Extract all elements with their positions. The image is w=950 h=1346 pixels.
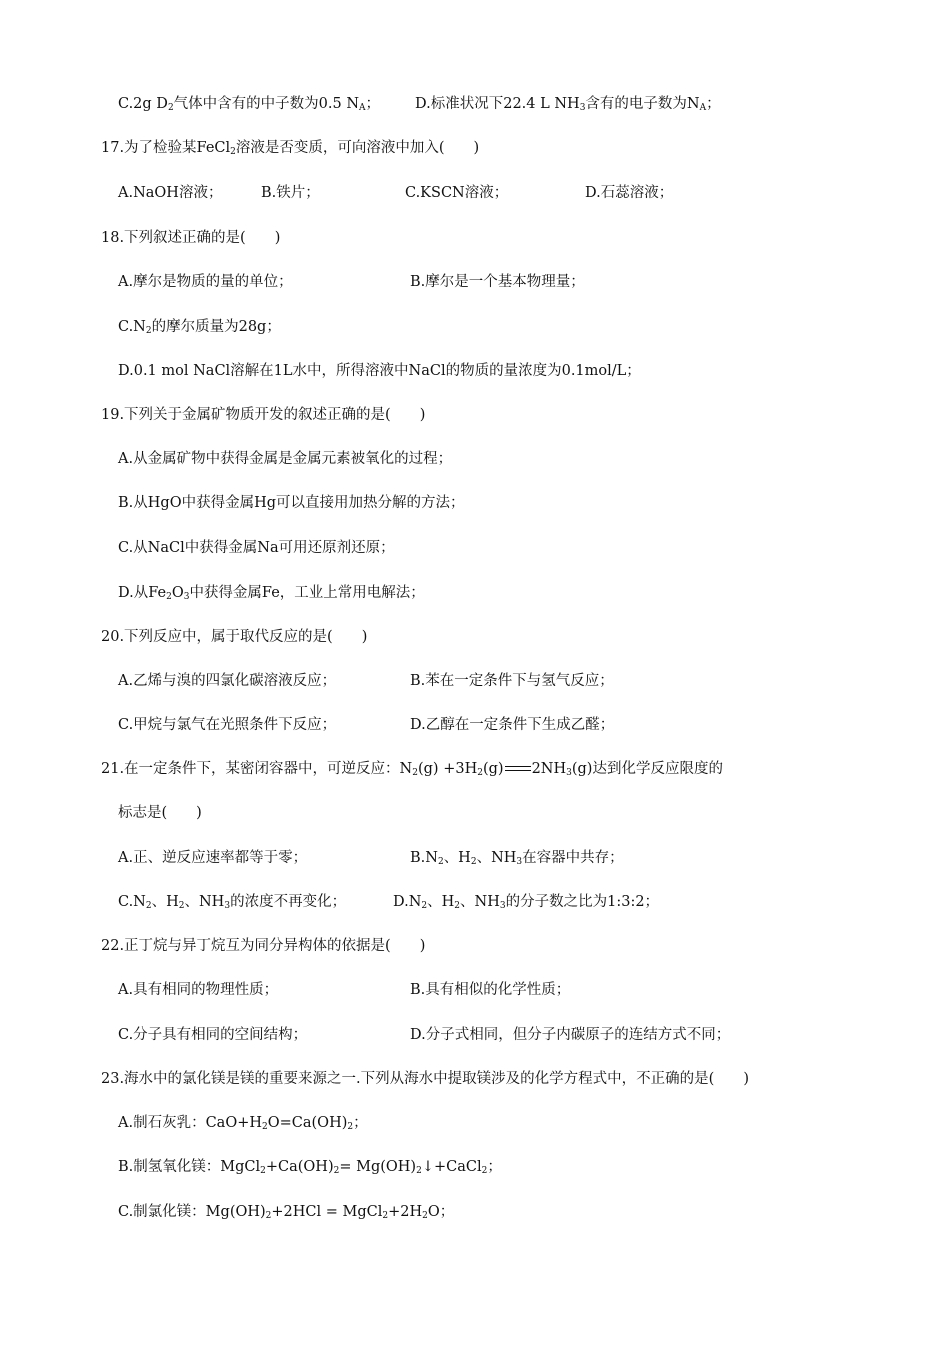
q22-option-d: D.分子式相同，但分子内碳原子的连结方式不同； <box>410 1027 731 1043</box>
q18-stem: 18.下列叙述正确的是( ) <box>101 230 281 246</box>
q16-option-d: D.标准状况下22.4 L $NH_3$含有的电子数为$N_A$； <box>415 96 721 113</box>
q23-option-b: B.制氢氧化镁：$MgCl_2+Ca(OH)_2=$ $Mg(OH)_2↓+CaCl_2$； <box>118 1159 502 1176</box>
q17-option-b: B.铁片； <box>261 185 320 201</box>
q23-stem: 23.海水中的氯化镁是镁的重要来源之一.下列从海水中提取镁涉及的化学方程式中，不正确的是( ) <box>101 1071 749 1087</box>
q18-option-c: $C.N_2$的摩尔质量为28g； <box>118 319 281 336</box>
equilibrium-arrow-icon <box>505 764 531 774</box>
q21-option-a: A.正、逆反应速率都等于零； <box>118 850 308 866</box>
q22-option-c: C.分子具有相同的空间结构； <box>118 1027 308 1043</box>
q17-option-a: A.NaOH溶液； <box>118 185 223 201</box>
q16-option-c: C.2g $D_2$气体中含有的中子数为0.5 $N_A$； <box>118 96 381 113</box>
q19-option-c: C.从NaCl中获得金属Na可用还原剂还原； <box>118 540 395 556</box>
q19-option-b: B.从HgO中获得金属Hg可以直接用加热分解的方法； <box>118 495 465 511</box>
q18-option-d: D.0.1 mol NaCl溶解在1L水中，所得溶液中NaCl的物质的量浓度为0.1mol/L； <box>118 363 641 379</box>
q21-option-d: $D.N_2$、$H_2$、$NH_3$的分子数之比为1:3:2； <box>393 894 660 911</box>
q19-option-d: D.从$Fe_2O_3$中获得金属Fe，工业上常用电解法； <box>118 585 425 602</box>
q20-stem: 20.下列反应中，属于取代反应的是( ) <box>101 629 368 645</box>
q17-option-d: D.石蕊溶液； <box>585 185 674 201</box>
q22-option-a: A.具有相同的物理性质； <box>118 982 279 998</box>
q21-option-c: $C.N_2$、$H_2$、$NH_3$的浓度不再变化； <box>118 894 347 911</box>
q20-option-a: A.乙烯与溴的四氯化碳溶液反应； <box>118 673 337 689</box>
q20-option-d: D.乙醇在一定条件下生成乙醛； <box>410 717 615 733</box>
q22-option-b: B.具有相似的化学性质； <box>410 982 571 998</box>
q17-stem: 17.为了检验某FeCl$_2$溶液是否变质，可向溶液中加入( ) <box>101 140 480 157</box>
q20-option-c: C.甲烷与氯气在光照条件下反应； <box>118 717 337 733</box>
q21-stem: 21.在一定条件下，某密闭容器中，可逆反应：$N_2(g) +3H_2(g)$ $2NH_3(g)$达到化学反应限度的 <box>101 761 723 778</box>
q21-option-b: $B.N_2$、$H_2$、$NH_3$在容器中共存； <box>410 850 624 867</box>
q23-option-c: C.制氯化镁：$Mg(OH)_2+2HCl$ = $MgCl_2+2H_2O$； <box>118 1204 455 1221</box>
q23-option-a: A.制石灰乳：$CaO+H_2O=Ca(OH)_2$； <box>118 1115 368 1132</box>
q19-stem: 19.下列关于金属矿物质开发的叙述正确的是( ) <box>101 407 426 423</box>
q18-option-a: A.摩尔是物质的量的单位； <box>118 274 293 290</box>
q19-option-a: A.从金属矿物中获得金属是金属元素被氧化的过程； <box>118 451 453 467</box>
q18-option-b: B.摩尔是一个基本物理量； <box>410 274 585 290</box>
q22-stem: 22.正丁烷与异丁烷互为同分异构体的依据是( ) <box>101 938 426 954</box>
q20-option-b: B.苯在一定条件下与氢气反应； <box>410 673 614 689</box>
q21-stem-cont: 标志是( ) <box>118 805 202 821</box>
q17-option-c: C.KSCN溶液； <box>405 185 509 201</box>
